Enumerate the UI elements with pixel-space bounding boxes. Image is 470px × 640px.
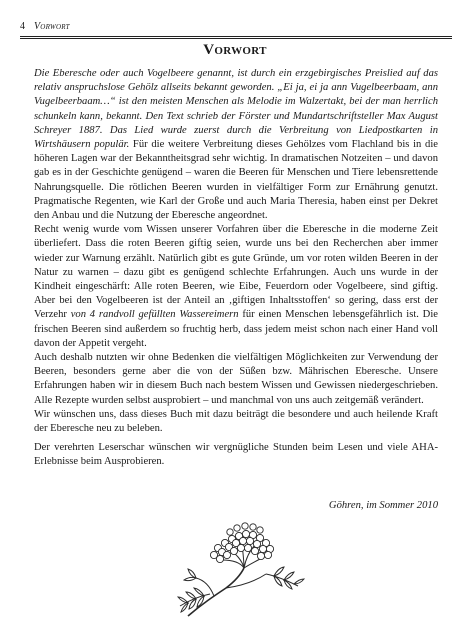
paragraph-knowledge [34, 223, 438, 351]
chapter-heading: Vorwort [203, 42, 267, 58]
running-header [20, 20, 450, 36]
paragraph-wish: Wir wünschen uns, dass dieses Buch mit dazu beiträgt die besondere und auch heilende Kraft der Eberesche neu zu beleben. [34, 408, 438, 435]
running-title: Vorwort [34, 21, 70, 32]
knowledge-text-after: für einen Menschen lebensgefährlich ist. Die frischen Beeren sind außerdem so fruchtig herb, dass jedem meist schon nach einer Hand voll davon der Appetit vergeht. [34, 309, 438, 349]
knowledge-text-before: Recht wenig wurde vom Wissen unserer Vorfahren über die Eberesche in die moderne Zeit überliefert. Dass die roten Beeren giftig seien, wurde uns bei den Recherchen aber immer wieder zur Warnung erzählt. Natürlich gibt es gute Gründe, um vor roten wilden Beeren in der Natur zu warnen – dazu gibt es genügend schlechte Erfahrungen. Auch uns wurde in der Kindheit eingeschärft: Alle roten Beeren, wie Eibe, Feuerdorn oder Vogelbeere, sind giftig. Aber bei den Vogelbeeren ist der Anteil an ‚giftigen Inhaltsstoffen‘ so gering, dass erst der Verzehr [34, 224, 438, 321]
rowan-branch-icon [170, 512, 310, 622]
italic-intro: Die Eberesche oder auch Vogelbeere genannt, ist durch ein erzgebirgisches Preislied auf das relativ anspruchslose Gehölz allseits bekannt geworden. „Ei ja, ei ja ann Vugelbeerbaam, ann Vugelbeerbaam…“ ist den meisten Menschen als Melodie im Walzertakt, bei der man herrlich schunkeln kann, bekannt. Den Text schrieb der Förster und Mundartschriftsteller Max August Schreyer 1887. Das Lied wurde zuerst durch die Verbreitung von Liedpostkarten in Wirtshäusern populär. [34, 68, 438, 151]
header-double-rule [20, 36, 452, 39]
body-text [34, 67, 438, 470]
page-number: 4 [20, 21, 26, 32]
paragraph-usage: Auch deshalb nutzten wir ohne Bedenken die vielfältigen Möglichkeiten zur Verwendung der Beeren, besonders gerne aber die von der Süßen bzw. Mährischen Eberesche. Unsere Erfahrungen haben wir in diesem Buch nach bestem Wissen und Gewissen niedergeschrieben. Alle Rezepte wurden selbst ausprobiert – und manchmal von uns auch zeitgemäß verändert. [34, 352, 438, 406]
signature-place-date: Göhren, im Sommer 2010 [328, 500, 438, 511]
paragraph-intro [34, 67, 438, 223]
knowledge-italic: von 4 randvoll gefüllten Wassereimern [70, 309, 239, 321]
paragraph-readers: Der verehrten Leserschar wünschen wir vergnügliche Stunden beim Lesen und viele AHA-Erlebnisse beim Ausprobieren. [34, 442, 438, 468]
intro-continuation: Für die weitere Verbreitung dieses Gehölzes vom Flachland bis in die höheren Lagen war der Bekanntheitsgrad sehr wichtig. In dramatischen Notzeiten – und davon gab es in der Geschichte genügend – waren die Beeren für Menschen und Tiere lebensrettende Nahrungsquelle. Die rötlichen Beeren wurden in vielfältiger Form zur Ernährung genutzt. Pragmatische Regenten, wie Karl der Große und auch Maria Theresia, haben einst per Dekret den Anbau und die Nutzung der Eberesche angeordnet. [34, 139, 438, 222]
